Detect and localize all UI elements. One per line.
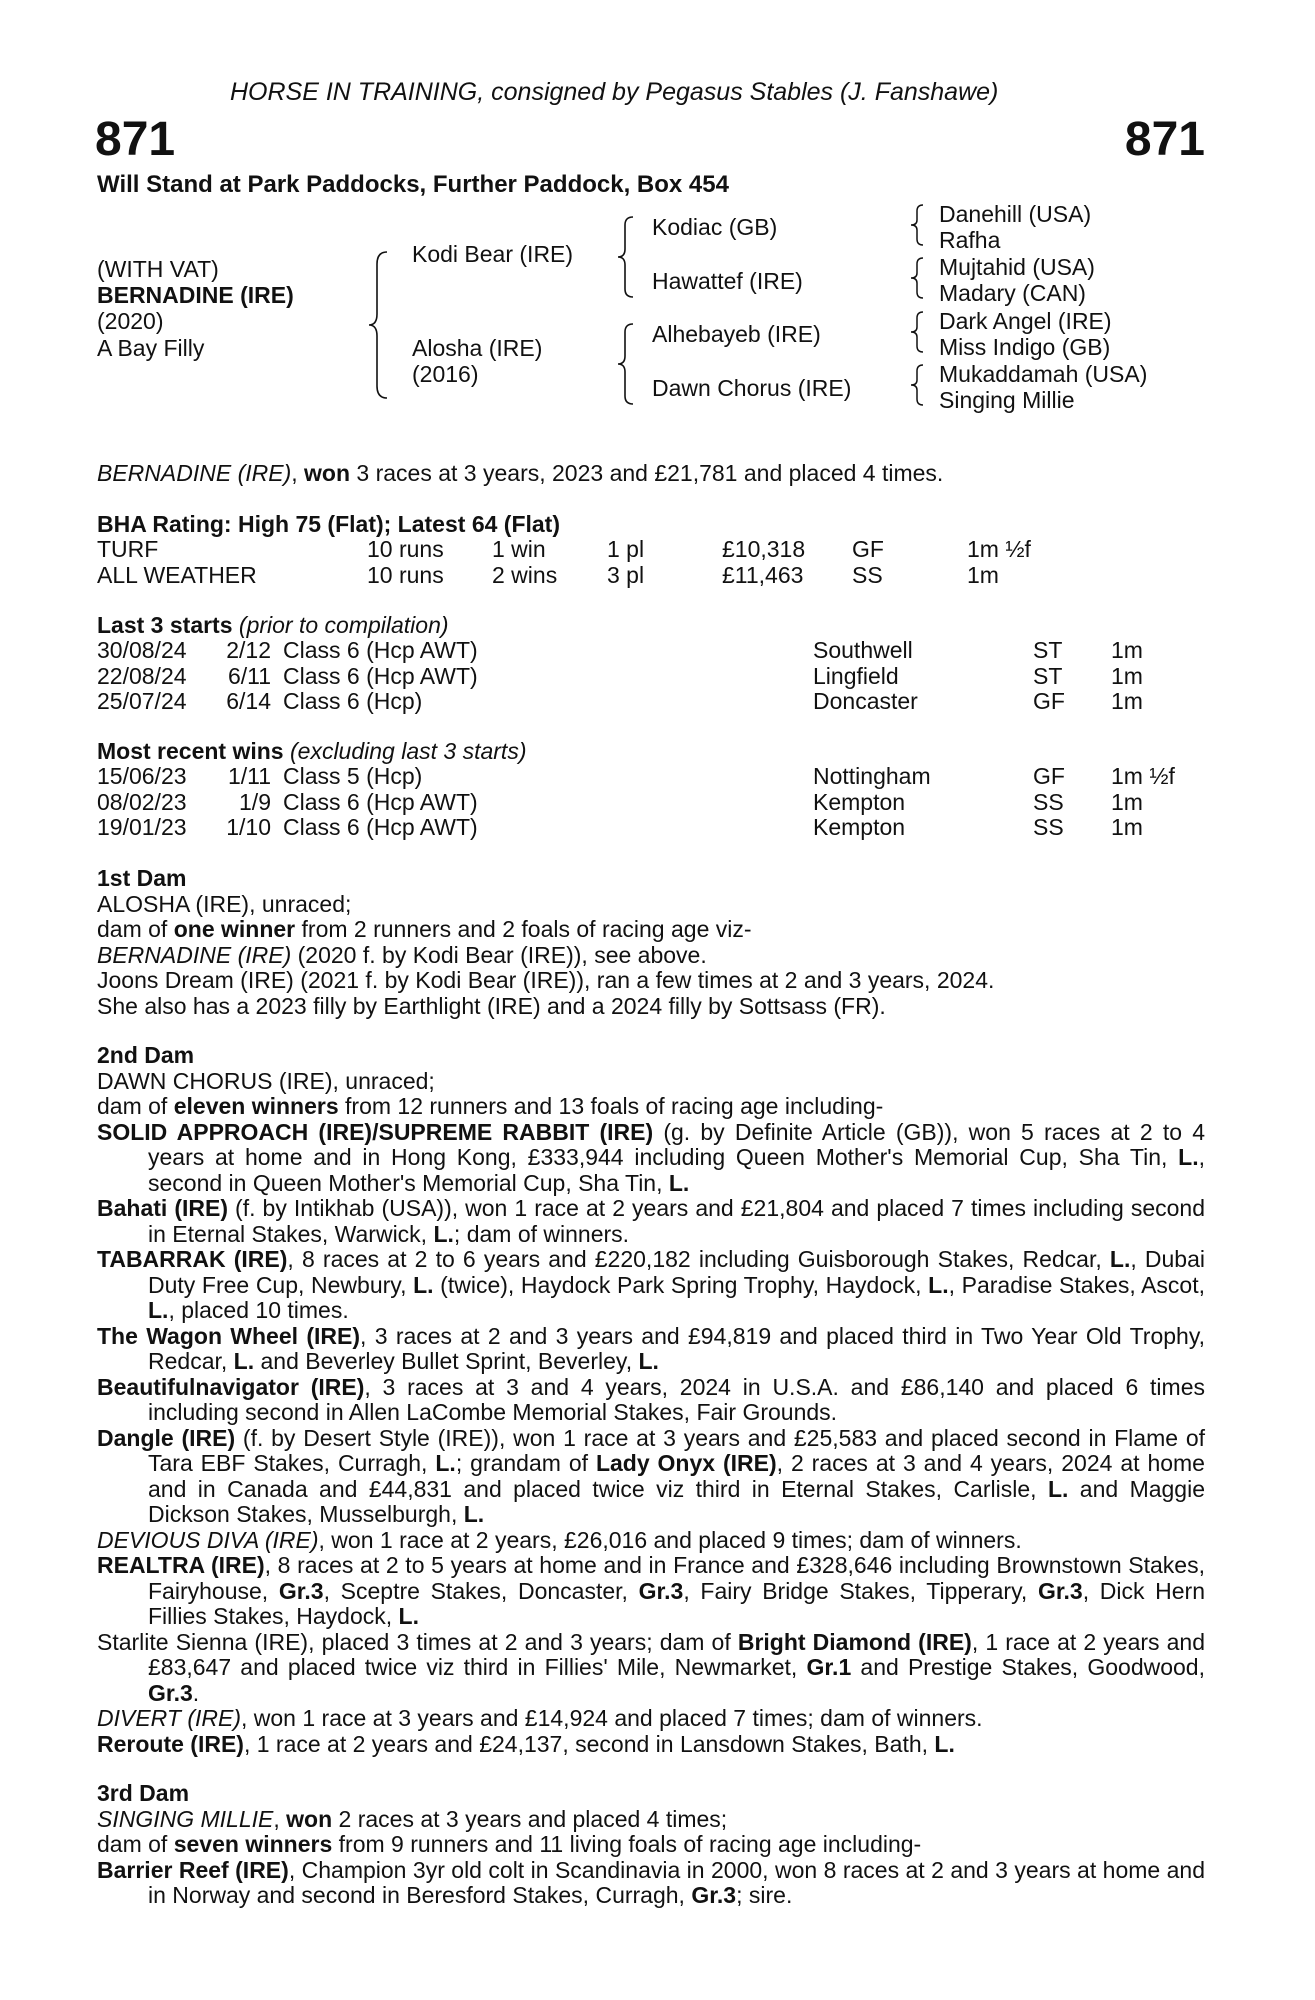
table-row <box>97 764 1175 790</box>
start-distance: 1m <box>1111 637 1143 663</box>
recent-wins-subtitle: (excluding last 3 starts) <box>283 738 527 764</box>
horse-name: BERNADINE (IRE) <box>97 282 294 308</box>
table-row <box>97 815 1175 841</box>
text-run: Beautifulnavigator (IRE) <box>97 1373 365 1400</box>
text-run: Gr.3 <box>278 1577 324 1604</box>
produce-entry <box>97 1630 1205 1707</box>
text-run: , 3 races at 3 and 4 years, 2024 in U.S.A. and £86,140 and placed 6 times including second in Allen LaCombe Memorial Stakes, Fair Grounds. <box>148 1373 1205 1425</box>
consignment-line: HORSE IN TRAINING, consigned by Pegasus Stables (J. Fanshawe) <box>230 78 999 106</box>
text-run: , 1 race at 2 years and £83,647 and placed twice viz third in Fillies' Mile, Newmarket, <box>148 1628 1205 1680</box>
text-run: , Paradise Stakes, Ascot, <box>948 1271 1205 1298</box>
start-distance: 1m <box>1111 688 1143 714</box>
text-run: Barrier Reef (IRE) <box>97 1856 289 1883</box>
win-date: 15/06/23 <box>97 763 187 789</box>
lot-number-right: 871 <box>1124 113 1205 166</box>
start-class: Class 6 (Hcp AWT) <box>283 637 478 663</box>
second-dam-section <box>97 1043 1205 1757</box>
text-run: , Sceptre Stakes, Doncaster, <box>323 1577 639 1604</box>
produce-entry <box>97 1247 1205 1324</box>
produce-entry <box>97 1120 1205 1197</box>
text-run: L. <box>668 1169 690 1196</box>
pedigree-brace-g2 <box>908 256 928 300</box>
start-date: 30/08/24 <box>97 637 187 663</box>
text-run: L. <box>435 1450 456 1476</box>
text-run: , 8 races at 2 to 5 years at home and in France and £328,646 including Brownstown Stakes, Fairyhouse, <box>148 1552 1205 1604</box>
text-run: , 8 races at 2 to 6 years and £220,182 including Guisborough Stakes, Redcar, <box>287 1246 1110 1272</box>
first-dam-line: ALOSHA (IRE), unraced; <box>97 890 352 917</box>
pedigree-g3: Mujtahid (USA) <box>939 254 1095 280</box>
text-run: ; dam of winners. <box>453 1220 630 1247</box>
text-run: 2 races at 3 years and placed 4 times; <box>332 1805 728 1832</box>
text-run: BERNADINE (IRE) <box>97 941 292 968</box>
win-distance: 1m <box>1111 788 1143 815</box>
rating-wins: 1 win <box>492 536 546 562</box>
pedigree-g2: Rafha <box>939 227 1001 253</box>
text-run: L. <box>934 1730 955 1757</box>
text-run: , <box>273 1805 287 1832</box>
text-run: , won 1 race at 3 years and £14,924 and placed 7 times; dam of winners. <box>240 1705 983 1731</box>
rating-earnings: £11,463 <box>722 561 804 588</box>
start-class: Class 6 (Hcp AWT) <box>283 662 478 689</box>
table-row <box>97 638 1143 664</box>
text-run: dam of <box>97 1831 174 1857</box>
stand-location: Will Stand at Park Paddocks, Further Paddock, Box 454 <box>97 171 729 198</box>
pedigree-g1: Danehill (USA) <box>939 201 1092 227</box>
text-run: eleven winners <box>173 1093 339 1119</box>
win-going: SS <box>1033 814 1064 840</box>
vat-label: (WITH VAT) <box>97 256 219 282</box>
text-run: SINGING MILLIE <box>97 1805 274 1832</box>
second-dam-produce <box>97 1094 1205 1120</box>
recent-wins-table <box>97 764 1175 841</box>
start-going: ST <box>1033 637 1063 663</box>
text-run: and Maggie Dickson Stakes, Musselburgh, <box>148 1475 1206 1527</box>
start-course: Lingfield <box>813 662 899 689</box>
last-starts-table <box>97 638 1143 715</box>
pedigree-sire-sire: Kodiac (GB) <box>652 214 778 240</box>
race-summary: BERNADINE (IRE), won 3 races at 3 years, 2023 and £21,781 and placed 4 times. <box>97 460 944 486</box>
start-distance: 1m <box>1111 662 1143 689</box>
rating-surface: ALL WEATHER <box>97 561 257 588</box>
rating-wins: 2 wins <box>492 561 558 588</box>
win-date: 08/02/23 <box>97 788 187 815</box>
table-row <box>97 537 1031 563</box>
first-dam-produce <box>97 917 1205 943</box>
rating-going: GF <box>852 536 884 562</box>
pedigree-dam-year: (2016) <box>412 361 479 387</box>
start-going: ST <box>1033 662 1063 689</box>
text-run: from 12 runners and 13 foals of racing age including- <box>338 1093 884 1119</box>
produce-entry <box>97 1732 1205 1758</box>
text-run: L. <box>928 1271 949 1298</box>
pedigree-brace-g1 <box>908 203 928 247</box>
start-course: Doncaster <box>813 688 918 714</box>
text-run: TABARRAK (IRE) <box>97 1246 288 1272</box>
pedigree-g4: Madary (CAN) <box>939 280 1086 306</box>
text-run: (g. by Definite Article (GB)), won 5 races at 2 to 4 years at home and in Hong Kong, £333,944 including Queen Mother's Memorial Cup, Sha Tin, <box>148 1118 1205 1170</box>
text-run: won <box>286 1805 333 1832</box>
text-run: , 1 race at 2 years and £24,137, second in Lansdown Stakes, Bath, <box>243 1730 935 1757</box>
text-run: Gr.3 <box>638 1577 684 1604</box>
win-position: 1/10 <box>226 814 271 840</box>
pedigree-g8: Singing Millie <box>939 387 1075 413</box>
last-starts-subtitle: (prior to compilation) <box>232 612 449 638</box>
third-dam-section <box>97 1781 1205 1909</box>
text-run: , Champion 3yr old colt in Scandinavia in 2000, won 8 races at 2 and 3 years at home and in Norway and second in Beresford Stakes, Curragh, <box>148 1856 1205 1908</box>
text-run: Gr.3 <box>148 1679 193 1706</box>
rating-distance: 1m ½f <box>967 536 1031 562</box>
text-run: . <box>192 1679 200 1706</box>
table-row <box>97 664 1143 690</box>
text-run: L. <box>1178 1144 1199 1170</box>
summary-won: won <box>304 460 351 486</box>
text-run: L. <box>638 1348 659 1374</box>
pedigree-brace-g3 <box>908 310 928 354</box>
text-run: (f. by Intikhab (USA)), won 1 race at 2 years and £21,804 and placed 7 times including second in Eternal Stakes, Warwick, <box>148 1195 1205 1247</box>
lot-number-left: 871 <box>95 113 176 166</box>
pedigree-sire: Kodi Bear (IRE) <box>412 241 574 267</box>
start-position: 6/11 <box>227 662 271 689</box>
text-run: Reroute (IRE) <box>97 1730 244 1757</box>
produce-entry <box>97 1375 1205 1426</box>
first-dam-note: She also has a 2023 filly by Earthlight (IRE) and a 2024 filly by Sottsass (FR). <box>97 992 886 1019</box>
win-class: Class 6 (Hcp AWT) <box>283 814 478 840</box>
text-run: Starlite Sienna (IRE), placed 3 times at 2 and 3 years; dam of <box>97 1628 738 1655</box>
produce-entry <box>97 1426 1205 1528</box>
rating-surface: TURF <box>97 536 159 562</box>
recent-wins-title: Most recent wins <box>97 738 284 764</box>
text-run: from 9 runners and 11 living foals of racing age including- <box>332 1831 922 1857</box>
last-starts-heading <box>97 613 449 639</box>
rating-earnings: £10,318 <box>722 536 806 562</box>
text-run: (f. by Desert Style (IRE)), won 1 race at 3 years and £25,583 and placed second in Flame of Tara EBF Stakes, Curragh, <box>148 1424 1206 1476</box>
start-going: GF <box>1033 688 1065 714</box>
start-position: 6/14 <box>226 688 271 714</box>
text-run: dam of <box>97 1093 174 1119</box>
text-run: SOLID APPROACH (IRE)/SUPREME RABBIT (IRE) <box>97 1118 654 1145</box>
start-date: 22/08/24 <box>97 662 187 689</box>
win-course: Kempton <box>813 788 906 815</box>
produce-entry <box>97 1553 1205 1630</box>
text-run: dam of <box>97 916 174 942</box>
start-date: 25/07/24 <box>97 688 187 714</box>
rating-placed: 3 pl <box>607 561 645 588</box>
second-dam-line: DAWN CHORUS (IRE), unraced; <box>97 1067 435 1094</box>
text-run: seven winners <box>173 1831 333 1857</box>
rating-distance: 1m <box>967 561 999 588</box>
pedigree-brace-g4 <box>908 363 928 407</box>
text-run: Lady Onyx (IRE) <box>595 1450 777 1476</box>
horse-description: A Bay Filly <box>97 335 205 361</box>
produce-entry <box>97 1528 1205 1554</box>
produce-entry <box>97 1858 1205 1909</box>
start-class: Class 6 (Hcp) <box>283 688 423 714</box>
text-run: DEVIOUS DIVA (IRE) <box>97 1526 319 1553</box>
text-run: L. <box>1109 1246 1131 1272</box>
table-row <box>97 563 1031 589</box>
text-run: one winner <box>173 916 296 942</box>
text-run: , 2 races at 3 and 4 years, 2024 at home and in Canada and £44,831 and placed twice viz third in Eternal Stakes, Carlisle, <box>148 1450 1205 1502</box>
text-run: L. <box>398 1603 419 1629</box>
pedigree-g7: Mukaddamah (USA) <box>939 361 1148 387</box>
text-run: and Prestige Stakes, Goodwood, <box>851 1654 1205 1680</box>
text-run: Bahati (IRE) <box>97 1195 228 1221</box>
text-run: , 3 races at 2 and 3 years and £94,819 and placed third in Two Year Old Trophy, Redcar, <box>148 1322 1206 1374</box>
text-run: from 2 runners and 2 foals of racing age viz- <box>295 916 752 942</box>
text-run: (twice), Haydock Park Spring Trophy, Haydock, <box>433 1271 929 1298</box>
text-run: , Dick Hern Fillies Stakes, Haydock, <box>148 1577 1205 1629</box>
win-position: 1/9 <box>239 788 271 815</box>
rating-going: SS <box>852 561 883 588</box>
win-distance: 1m ½f <box>1111 763 1175 789</box>
third-dam-line <box>97 1807 1205 1833</box>
win-distance: 1m <box>1111 814 1143 840</box>
rating-runs: 10 runs <box>367 536 444 562</box>
win-course: Nottingham <box>813 763 931 789</box>
text-run: L. <box>1047 1475 1069 1502</box>
text-run: ; sire. <box>736 1882 793 1908</box>
pedigree-brace-sire <box>615 215 639 300</box>
win-class: Class 6 (Hcp AWT) <box>283 788 478 815</box>
pedigree-g6: Miss Indigo (GB) <box>939 334 1111 360</box>
text-run: REALTRA (IRE) <box>97 1552 265 1578</box>
pedigree-g5: Dark Angel (IRE) <box>939 308 1112 334</box>
pedigree-dam: Alosha (IRE) <box>412 335 543 361</box>
horse-year: (2020) <box>97 308 164 334</box>
text-run: , won 1 race at 2 years, £26,016 and placed 9 times; dam of winners. <box>318 1526 1022 1553</box>
text-run: The Wagon Wheel (IRE) <box>97 1322 361 1349</box>
text-run: , Dubai Duty Free Cup, Newbury, <box>148 1246 1205 1298</box>
table-row <box>97 689 1143 715</box>
pedigree-brace-dam <box>615 322 639 407</box>
text-run: Dangle (IRE) <box>97 1424 236 1451</box>
rating-placed: 1 pl <box>607 536 645 562</box>
produce-entry <box>97 1324 1205 1375</box>
win-going: GF <box>1033 763 1065 789</box>
produce-entry: Joons Dream (IRE) (2021 f. by Kodi Bear (IRE)), ran a few times at 2 and 3 years, 2024. <box>97 967 995 993</box>
text-run: DIVERT (IRE) <box>97 1705 241 1731</box>
summary-rest: 3 races at 3 years, 2023 and £21,781 and placed 4 times. <box>350 460 944 486</box>
win-course: Kempton <box>813 814 906 840</box>
second-dam-title: 2nd Dam <box>97 1042 195 1068</box>
produce-entry <box>97 943 1205 969</box>
pedigree-sire-dam: Hawattef (IRE) <box>652 268 803 294</box>
text-run: , second in Queen Mother's Memorial Cup, Sha Tin, <box>148 1144 1205 1196</box>
summary-horse-name: BERNADINE (IRE) <box>97 460 292 486</box>
win-date: 19/01/23 <box>97 814 187 840</box>
text-run: Bright Diamond (IRE) <box>737 1628 972 1655</box>
pedigree-brace-main <box>365 250 395 400</box>
text-run: Gr.1 <box>806 1654 852 1680</box>
recent-wins-heading <box>97 739 526 765</box>
text-run: L. <box>413 1271 434 1298</box>
text-run: ; grandam of <box>455 1450 596 1476</box>
start-course: Southwell <box>813 637 913 663</box>
win-going: SS <box>1033 788 1064 815</box>
text-run: L. <box>148 1297 169 1323</box>
start-position: 2/12 <box>226 637 271 663</box>
rating-runs: 10 runs <box>367 561 444 588</box>
rating-table <box>97 537 1031 588</box>
last-starts-title: Last 3 starts <box>97 612 233 638</box>
text-run: and Beverley Bullet Sprint, Beverley, <box>254 1348 639 1374</box>
first-dam-title: 1st Dam <box>97 865 187 891</box>
text-run: , Fairy Bridge Stakes, Tipperary, <box>683 1577 1038 1604</box>
produce-entry <box>97 1196 1205 1247</box>
bha-rating-title: BHA Rating: High 75 (Flat); Latest 64 (Flat) <box>97 511 560 537</box>
text-run: Gr.3 <box>1037 1577 1083 1604</box>
win-class: Class 5 (Hcp) <box>283 763 423 789</box>
produce-entry <box>97 1706 1205 1732</box>
text-run: L. <box>233 1348 255 1374</box>
text-run: , placed 10 times. <box>168 1297 349 1323</box>
text-run: L. <box>463 1501 485 1527</box>
first-dam-section <box>97 866 1205 1019</box>
third-dam-produce <box>97 1832 1205 1858</box>
third-dam-title: 3rd Dam <box>97 1780 190 1806</box>
text-run: L. <box>433 1220 454 1247</box>
win-position: 1/11 <box>227 763 271 789</box>
pedigree-dam-dam: Dawn Chorus (IRE) <box>652 375 852 401</box>
text-run: (2020 f. by Kodi Bear (IRE)), see above. <box>291 941 707 968</box>
pedigree-dam-sire: Alhebayeb (IRE) <box>652 321 821 347</box>
text-run: Gr.3 <box>691 1882 737 1908</box>
table-row <box>97 790 1175 816</box>
